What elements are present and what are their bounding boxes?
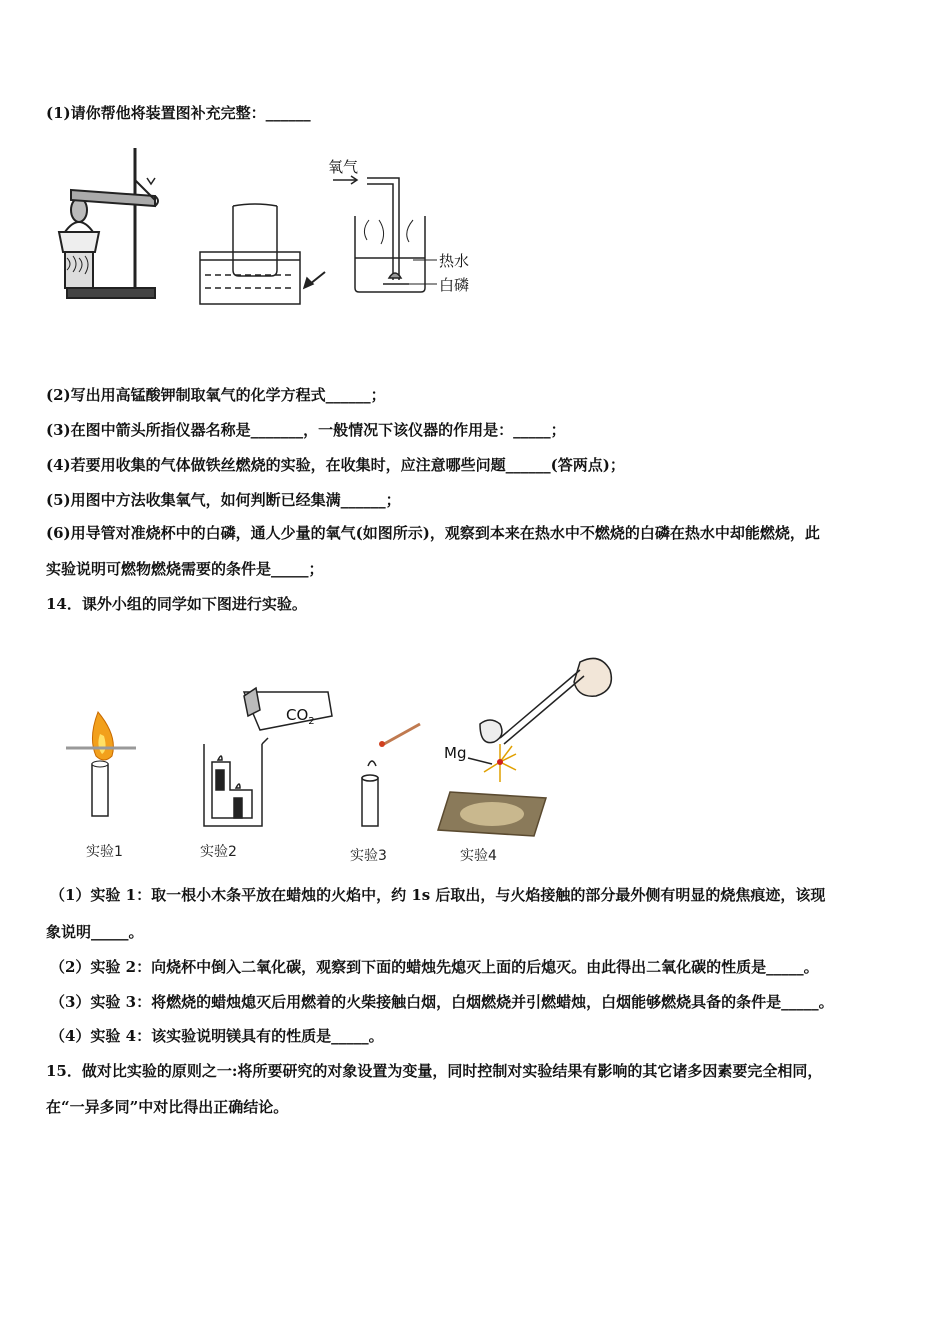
water-trough-with-jar (200, 204, 325, 304)
caption-experiment-3: 实验3 (350, 848, 387, 864)
oxygen-label: 氧气 (328, 158, 359, 176)
q14-part4: （4）实验 4：该实验说明镁具有的性质是_____。 (50, 1027, 384, 1045)
apparatus-figure (55, 140, 495, 310)
mg-label: Mg (444, 744, 467, 762)
q13-part5: (5)用图中方法收集氧气，如何判断已经集满______； (46, 491, 401, 509)
experiment-4-magnesium (438, 658, 611, 864)
q15-line2: 在“一异多同”中对比得出正确结论。 (46, 1098, 289, 1116)
iron-stand-with-burner (59, 148, 158, 298)
experiment-2-beaker-co2 (200, 688, 332, 860)
q14-part3: （3）实验 3：将燃烧的蜡烛熄灭后用燃着的火柴接触白烟，白烟燃烧并引燃蜡烛，白烟能够燃烧具备的条件是_____。 (50, 993, 834, 1011)
caption-experiment-2: 实验2 (200, 844, 237, 860)
hot-water-label: 热水 (439, 252, 470, 270)
q13-part1: (1)请你帮他将装置图补充完整：______ (46, 104, 311, 122)
experiments-figure (60, 640, 620, 870)
q15-line1: 15．做对比实验的原则之一:将所要研究的对象设置为变量，同时控制对实验结果有影响的其它诸多因素要完全相同， (46, 1062, 823, 1080)
experiment-3-match (350, 724, 420, 864)
caption-experiment-4: 实验4 (460, 848, 497, 864)
experiment-1-candle (66, 712, 136, 860)
q13-part6a: (6)用导管对准烧杯中的白磷，通人少量的氧气(如图所示)，观察到本来在热水中不燃烧的白磷在热水中却能燃烧，此 (46, 524, 820, 542)
beaker-white-phosphorus (328, 158, 469, 294)
q13-part3: (3)在图中箭头所指仪器名称是_______，一般情况下该仪器的作用是：_____； (46, 421, 566, 439)
q14-part1a: （1）实验 1：取一根小木条平放在蜡烛的火焰中，约 1s 后取出，与火焰接触的部分最外侧有明显的烧焦痕迹，该现 (50, 886, 826, 904)
q13-part2: (2)写出用高锰酸钾制取氧气的化学方程式______； (46, 386, 386, 404)
caption-experiment-1: 实验1 (86, 844, 123, 860)
q13-part6b: 实验说明可燃物燃烧需要的条件是_____； (46, 560, 324, 578)
q13-part4: (4)若要用收集的气体做铁丝燃烧的实验，在收集时，应注意哪些问题______(答两点)； (46, 456, 625, 474)
q14-part2: （2）实验 2：向烧杯中倒入二氧化碳，观察到下面的蜡烛先熄灭上面的后熄灭。由此得出二氧化碳的性质是_____。 (50, 958, 819, 976)
q14-part1b: 象说明_____。 (46, 923, 144, 941)
white-phosphorus-label: 白磷 (439, 276, 470, 294)
q14-title: 14．课外小组的同学如下图进行实验。 (46, 595, 307, 613)
co2-label: $CO_2$ (286, 706, 315, 727)
